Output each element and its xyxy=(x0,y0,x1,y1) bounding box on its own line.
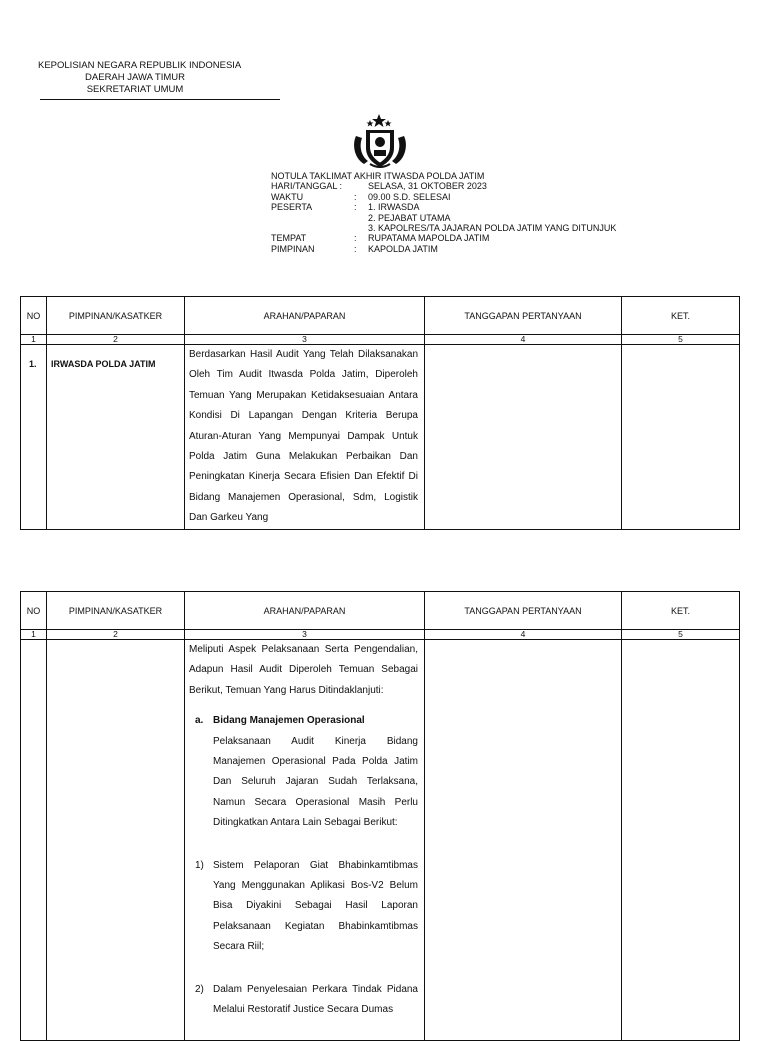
header-arahan: ARAHAN/PAPARAN xyxy=(185,297,425,335)
notula-value: SELASA, 31 OKTOBER 2023 xyxy=(368,181,487,192)
notula-value: 2. PEJABAT UTAMA xyxy=(368,212,451,223)
col-number: 1 xyxy=(21,335,47,345)
table-row xyxy=(21,640,740,1041)
notula-colon: : xyxy=(354,243,357,254)
table-row xyxy=(21,345,740,530)
section-title: Bidang Manajemen Operasional xyxy=(213,715,365,727)
header-divider xyxy=(40,99,280,100)
col-number: 5 xyxy=(622,335,740,345)
notula-row-time xyxy=(271,192,616,202)
header-tanggapan: TANGGAPAN PERTANYAAN xyxy=(425,592,622,630)
notula-key: PIMPINAN xyxy=(271,243,315,254)
header-no: NO xyxy=(21,297,47,335)
notula-title: NOTULA TAKLIMAT AKHIR ITWASDA POLDA JATIM xyxy=(271,171,485,181)
notula-row-place xyxy=(271,233,616,243)
notula-key xyxy=(271,213,354,223)
col-number: 3 xyxy=(185,335,425,345)
notula-key: TEMPAT xyxy=(271,233,307,244)
notula-row-participants xyxy=(271,202,616,212)
notula-info xyxy=(271,171,616,254)
notula-colon xyxy=(354,213,368,223)
header-pimpinan: PIMPINAN/KASATKER xyxy=(47,297,185,335)
col-number: 4 xyxy=(425,630,622,640)
notula-colon xyxy=(354,181,368,191)
notula-value: 09.00 S.D. SELESAI xyxy=(368,191,451,202)
list-item xyxy=(189,856,418,958)
table-number-row xyxy=(21,630,740,640)
row-tanggapan xyxy=(425,640,622,1041)
col-number: 5 xyxy=(622,630,740,640)
section-heading xyxy=(189,711,418,731)
notula-colon xyxy=(354,223,368,233)
notula-value: 1. IRWASDA xyxy=(368,202,420,213)
minutes-table-page-1 xyxy=(20,296,740,530)
row-ket xyxy=(622,640,740,1041)
row-ket xyxy=(622,345,740,530)
notula-row-date xyxy=(271,181,616,191)
row-no xyxy=(21,640,47,1041)
notula-colon: : xyxy=(354,233,357,244)
row-tanggapan xyxy=(425,345,622,530)
notula-colon: : xyxy=(354,191,357,202)
col-number: 1 xyxy=(21,630,47,640)
notula-row-participants-3 xyxy=(271,223,616,233)
police-emblem-icon xyxy=(350,114,410,170)
arahan-text: Berdasarkan Hasil Audit Yang Telah Dilaksanakan Oleh Tim Audit Itwasda Polda Jatim, Diperoleh Temuan Yang Merupakan Ketidaksesuaian Antara Kondisi Di Lapangan Dengan Kriteria Berupa Aturan-Aturan Yang Mempunyai Dampak Untuk Polda Jatim Guna Melakukan Perbaikan Dan Peningkatan Kinerja Secara Efisien Dan Efektif Di Bidang Manajemen Operasional, Sdm, Logistik Dan Garkeu Yang xyxy=(189,349,418,524)
notula-row-participants-2 xyxy=(271,213,616,223)
notula-key xyxy=(271,223,354,233)
table-header-row xyxy=(21,297,740,335)
row-pimpinan xyxy=(47,640,185,1041)
arahan-content xyxy=(185,640,424,1021)
section-marker: a. xyxy=(195,715,204,727)
org-line-2: DAERAH JAWA TIMUR xyxy=(85,72,185,83)
notula-row-leader xyxy=(271,244,616,254)
header-tanggapan: TANGGAPAN PERTANYAAN xyxy=(425,297,622,335)
item-marker: 2) xyxy=(195,983,204,995)
row-pimpinan: IRWASDA POLDA JATIM xyxy=(47,345,185,530)
item-marker: 1) xyxy=(195,859,204,871)
organization-header xyxy=(38,60,242,96)
item-text: Sistem Pelaporan Giat Bhabinkamtibmas Yang Menggunakan Aplikasi Bos-V2 Belum Bisa Diyakini Sebagai Hasil Laporan Pelaksanaan Kegiatan Bhabinkamtibmas Secara Riil; xyxy=(213,859,418,953)
section-text: Pelaksanaan Audit Kinerja Bidang Manajemen Operasional Pada Polda Jatim Dan Seluruh Jajaran Sudah Terlaksana, Namun Secara Operasional Masih Perlu Ditingkatkan Antara Lain Sebagai Berikut: xyxy=(213,735,418,829)
notula-key: PESERTA xyxy=(271,202,313,213)
org-line-3: SEKRETARIAT UMUM xyxy=(86,84,184,95)
row-no: 1. xyxy=(21,345,47,530)
col-number: 2 xyxy=(47,630,185,640)
minutes-table-page-2 xyxy=(20,591,740,1041)
header-arahan: ARAHAN/PAPARAN xyxy=(185,592,425,630)
row-arahan xyxy=(185,640,425,1041)
list-item xyxy=(189,980,418,1021)
notula-key: WAKTU xyxy=(271,191,304,202)
header-no: NO xyxy=(21,592,47,630)
notula-colon: : xyxy=(354,202,357,213)
table-number-row xyxy=(21,335,740,345)
header-ket: KET. xyxy=(622,297,740,335)
table-header-row xyxy=(21,592,740,630)
arahan-intro: Meliputi Aspek Pelaksanaan Serta Pengendalian, Adapun Hasil Audit Diperoleh Temuan Sebagai Berikut, Temuan Yang Harus Ditindaklanjuti: xyxy=(189,644,418,696)
col-number: 3 xyxy=(185,630,425,640)
notula-value: RUPATAMA MAPOLDA JATIM xyxy=(368,233,490,244)
col-number: 2 xyxy=(47,335,185,345)
header-pimpinan: PIMPINAN/KASATKER xyxy=(47,592,185,630)
notula-value: KAPOLDA JATIM xyxy=(368,243,438,254)
header-ket: KET. xyxy=(622,592,740,630)
notula-key: HARI/TANGGAL : xyxy=(271,181,343,192)
org-line-1: KEPOLISIAN NEGARA REPUBLIK INDONESIA xyxy=(38,60,242,71)
item-text: Dalam Penyelesaian Perkara Tindak Pidana Melalui Restoratif Justice Secara Dumas xyxy=(213,983,418,1016)
notula-value: 3. KAPOLRES/TA JAJARAN POLDA JATIM YANG DITUNJUK xyxy=(368,223,617,234)
col-number: 4 xyxy=(425,335,622,345)
row-arahan xyxy=(185,345,425,530)
